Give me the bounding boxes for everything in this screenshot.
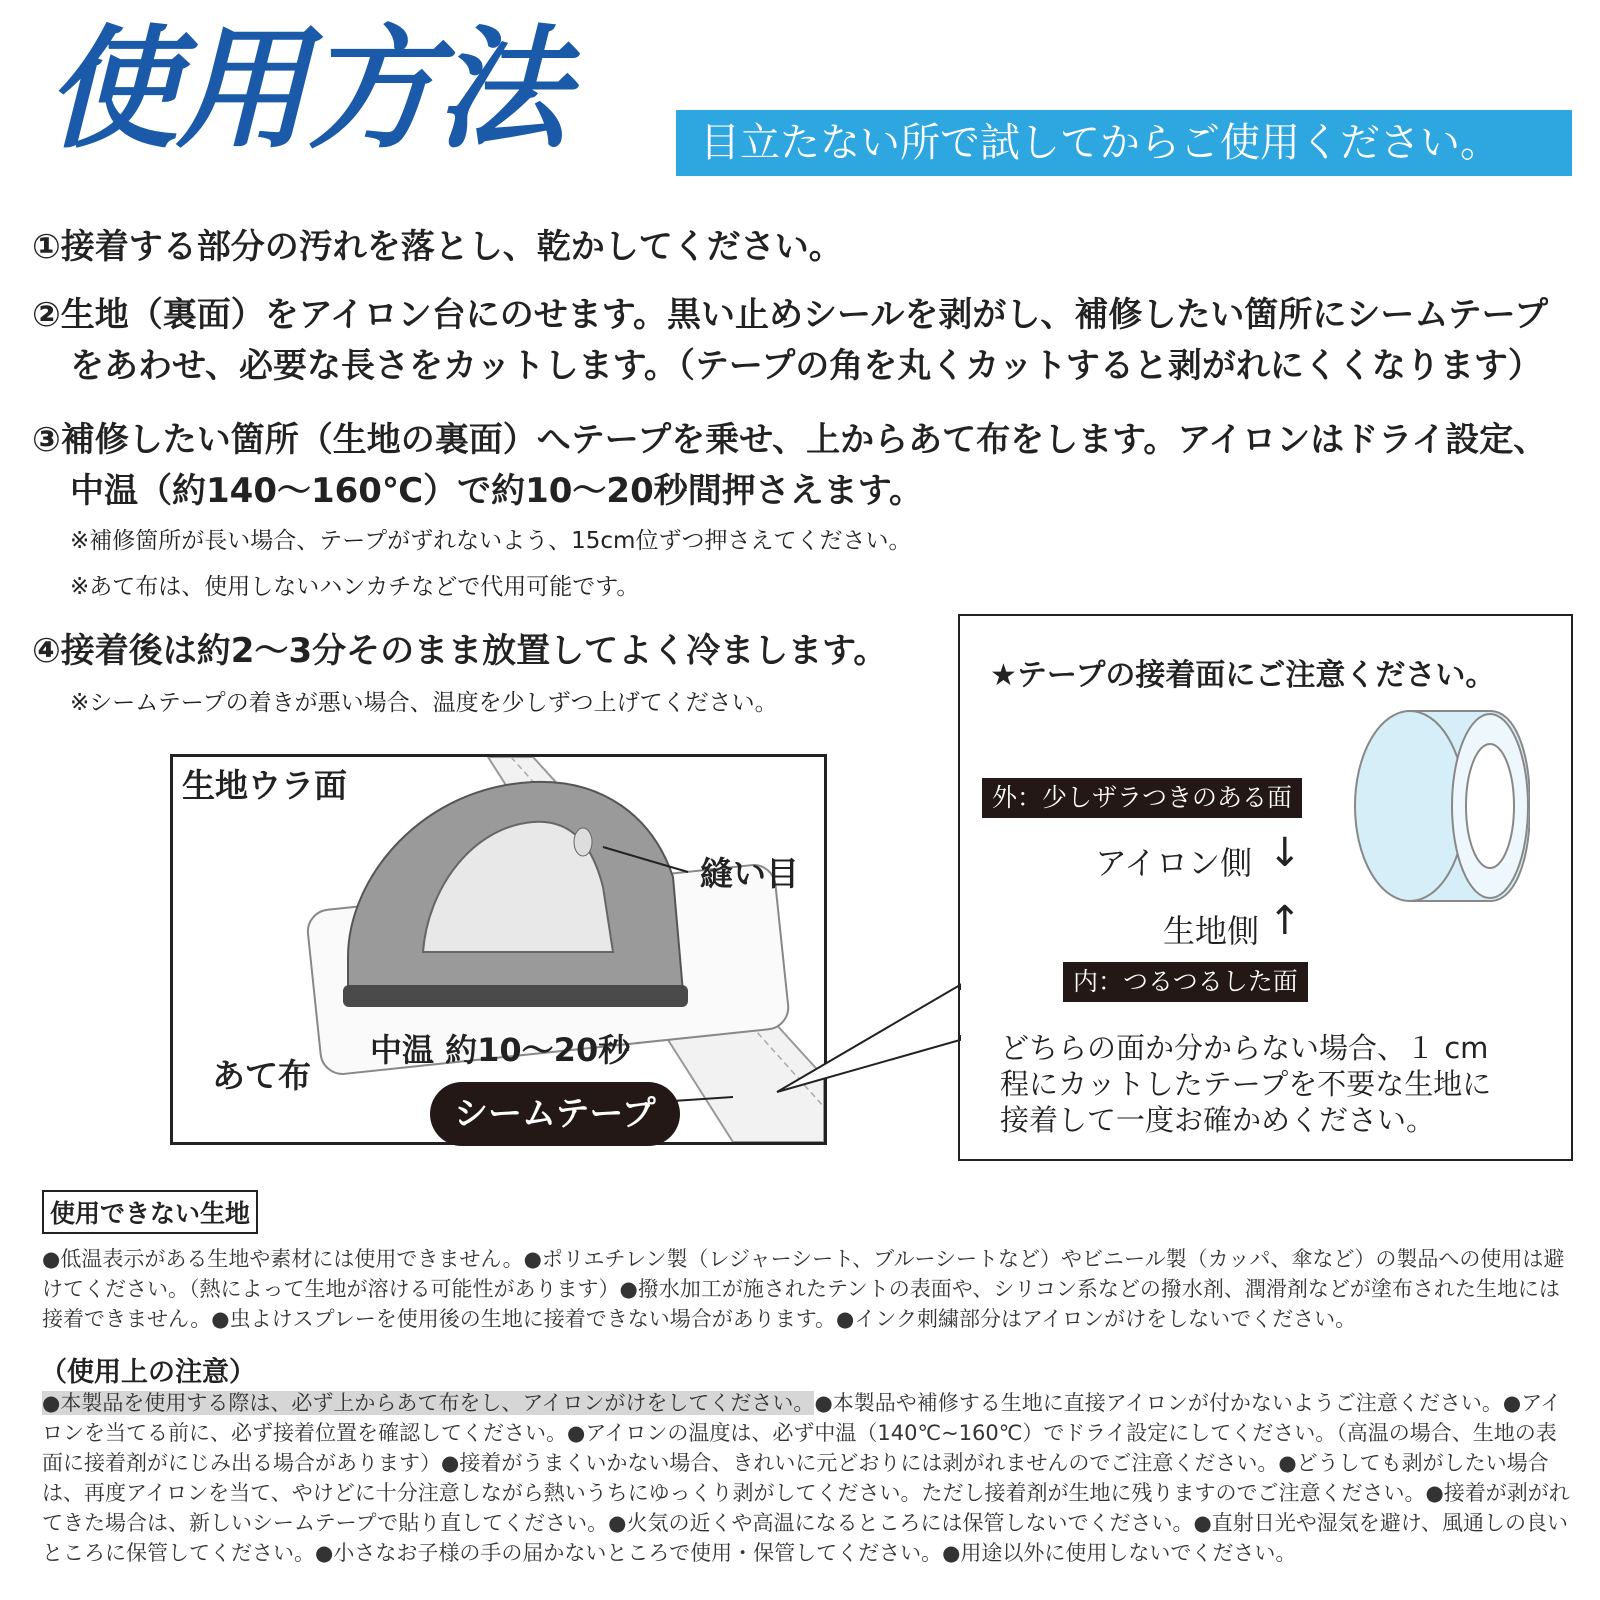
unusable-fabrics-text: ●低温表示がある生地や素材には使用できません。●ポリエチレン製（レジャーシート、ブルーシートなど）やビニール製（カッパ、傘など）の製品への使用は避けてください。（熱によって生地が溶ける可能性があります）●撥水加工が施されたテントの表面や、シリコン系などの撥水剤、潤滑剤などが塗布された生地には接着できません。●虫よけスプレーを使用後の生地に接着できない場合があります。●インク刺繍部分はアイロンがけをしないでください。 (42, 1247, 1565, 1331)
page-title: 使用方法 (46, 13, 566, 167)
steam-knob (574, 828, 592, 856)
outer-side-tag: 外：少しザラつきのある面 (982, 778, 1302, 818)
press-cloth-label: あて布 (212, 1056, 311, 1095)
seam-tape-label: シームテープ (430, 1082, 680, 1146)
fabric-side-label: 生地側 (1163, 912, 1260, 950)
iron-side-label: アイロン側 (1095, 844, 1253, 882)
step-3-note-2: ※あて布は、使用しないハンカチなどで代用可能です。 (70, 574, 640, 600)
arrow-down-icon: ↓ (1268, 830, 1302, 876)
step-3-note-1: ※補修箇所が長い場合、テープがずれないよう、15cm位ずつ押さえてください。 (70, 528, 912, 554)
step-3-line2: 中温（約140～160℃）で約10～20秒間押さえます。 (70, 471, 924, 511)
unsure-side-note (1000, 1030, 1491, 1138)
cautions-text (42, 1388, 1572, 1568)
step-3 (32, 415, 1547, 517)
test-first-banner: 目立たない所で試してからご使用ください。 (676, 110, 1572, 176)
step-1-text: ①接着する部分の汚れを落とし、乾かしてください。 (32, 227, 843, 267)
unsure-note-line2: 程にカットしたテープを不要な生地に (1000, 1067, 1492, 1101)
cautions-highlight: ●本製品を使用する際は、必ず上からあて布をし、アイロンがけをしてください。 (42, 1391, 815, 1415)
step-4-text: ④接着後は約2～3分そのまま放置してよく冷まします。 (32, 631, 888, 671)
notice-heading: ★テープの接着面にご注意ください。 (990, 658, 1496, 693)
cautions-body: ●本製品や補修する生地に直接アイロンが付かないようご注意ください。●アイロンを当てる前に、必ず接着位置を確認してください。●アイロンの温度は、必ず中温（140℃~160℃）でドライ設定にしてください。（高温の場合、生地の表面に接着剤がにじみ出る場合があります）●接着がうまくいかない場合、きれいに元どおりには剥がれませんのでご注意ください。●どうしても剥がしたい場合は、再度アイロンを当て、やけどに十分注意しながら熱いうちにゆっくり剥がしてください。ただし接着剤が生地に残りますのでご注意ください。●接着が剥がれてきた場合は、新しいシームテープで貼り直してください。●火気の近くや高温になるところには保管しないでください。●直射日光や湿気を避け、風通しの良いところに保管してください。●小さなお子様の手の届かないところで使用・保管してください。●用途以外に使用しないでください。 (42, 1391, 1570, 1565)
step-4 (32, 626, 887, 677)
step-2-line2: をあわせ、必要な長さをカットします。（テープの角を丸くカットすると剥がれにくくなります） (70, 346, 1542, 386)
arrow-up-icon: ↑ (1268, 898, 1302, 944)
unsure-note-line3: 接着して一度お確かめください。 (1000, 1103, 1436, 1137)
step-1 (32, 222, 843, 273)
iron-soleplate (343, 985, 688, 1007)
unusable-fabrics-title: 使用できない生地 (42, 1190, 258, 1234)
unsure-note-line1: どちらの面か分からない場合、１ cm (1000, 1031, 1489, 1065)
cautions-title: （使用上の注意） (40, 1357, 256, 1388)
step-4-note: ※シームテープの着きが悪い場合、温度を少しずつ上げてください。 (70, 690, 778, 716)
step-2-line1: ②生地（裏面）をアイロン台にのせます。黒い止めシールを剥がし、補修したい箇所にシームテープ (32, 295, 1548, 335)
inner-side-tag: 内：つるつるした面 (1063, 962, 1308, 1002)
temp-time-label: 中温 約10～20秒 (370, 1031, 631, 1069)
tape-roll-drawing (1330, 691, 1530, 921)
step-2 (32, 290, 1548, 392)
fabric-back-label: 生地ウラ面 (182, 766, 347, 805)
seam-label: 縫い目 (700, 854, 799, 893)
step-3-line1: ③補修したい箇所（生地の裏面）へテープを乗せ、上からあて布をします。アイロンはドライ設定、 (32, 420, 1548, 460)
